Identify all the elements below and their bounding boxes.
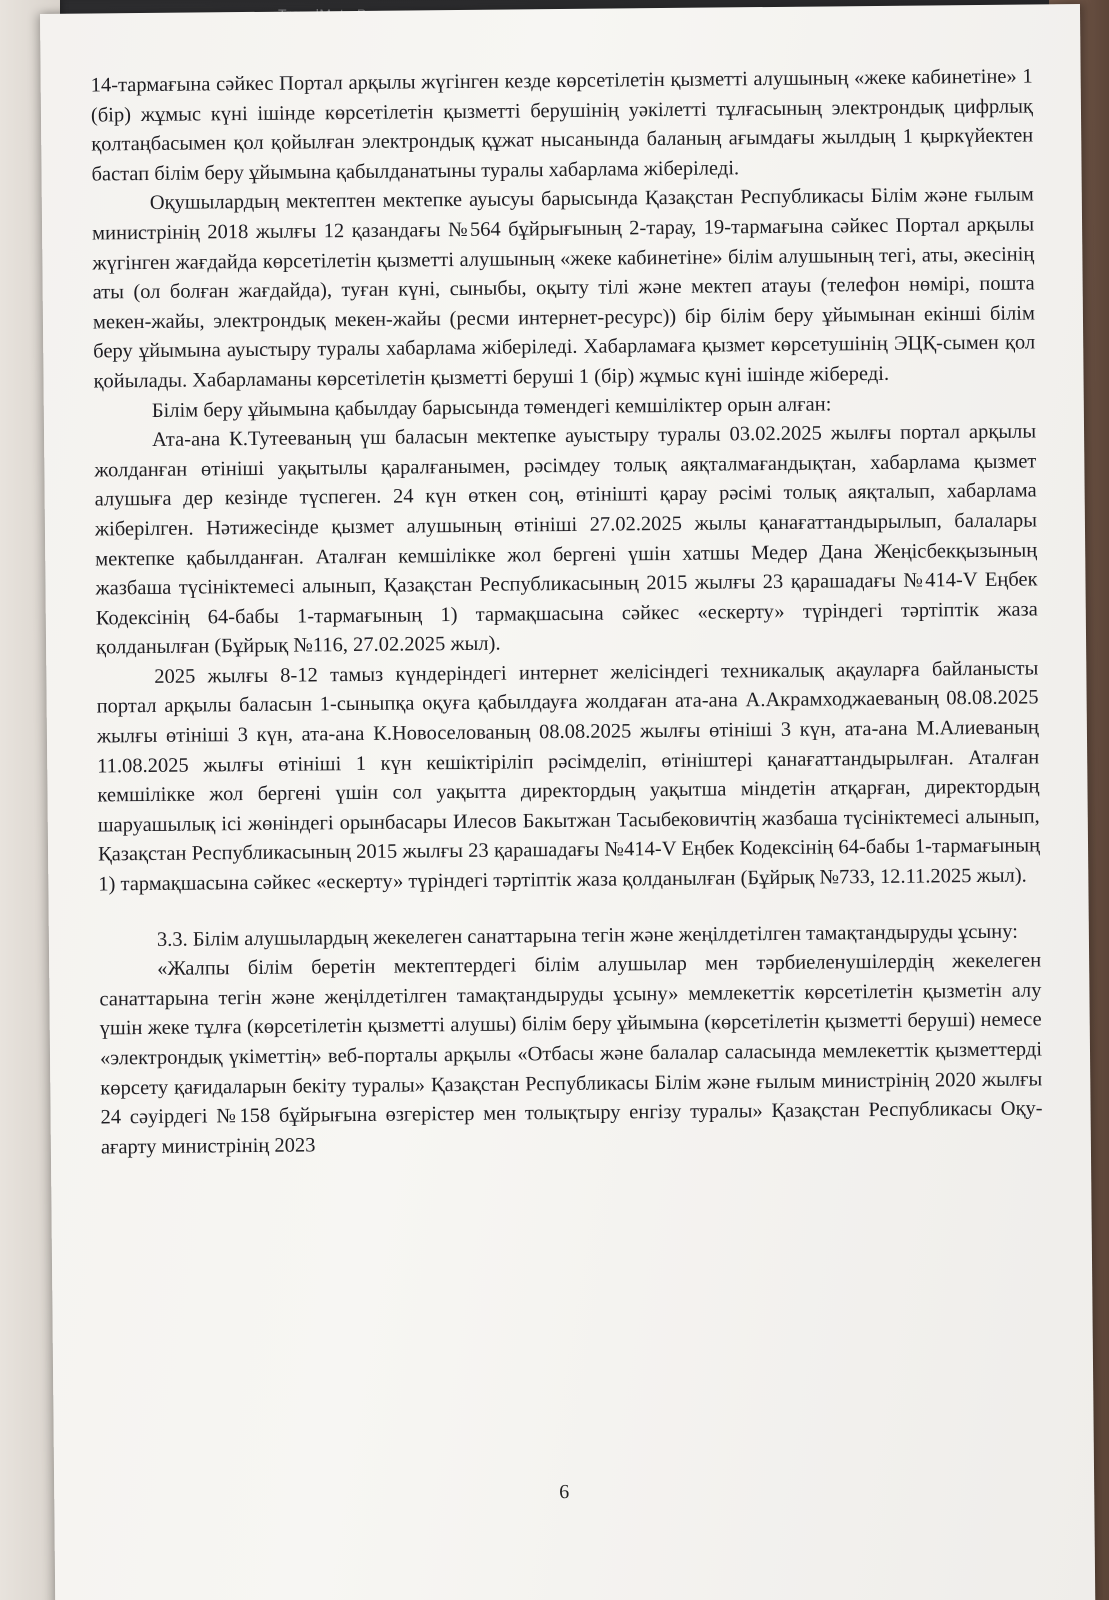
- section-heading-3-3: 3.3. Білім алушылардың жекелеген санаттарына тегін және жеңілдетілген тамақтандыруды ұсыну:: [156, 920, 1018, 951]
- paragraph-school-transfer: Оқушылардың мектептен мектепке ауысуы барысында Қазақстан Республикасы Білім және ғылым министрінің 2018 жылғы 12 қазандағы №564 бұйрығының 2-тарау, 19-тармағына сәйкес Портал арқылы жүгінген жағдайда көрсетілетін қызметті алушының «жеке кабинетіне» білім алушының тегі, аты, әкесінің аты (ол болған жағдайда), туған күні, сыныбы, оқыту тілі және мектеп атауы (телефон нөмірі, пошта мекен-жайы, электрондық мекен-жайы (ресми интернет-ресурс)) бір білім беру ұйымынан екінші білім беру ұйымына ауыстыру туралы хабарлама жіберіледі. Хабарламаға қызмет көрсетушінің ЭЦҚ-сымен қол қойылады. Хабарламаны көрсетілетін қызметті беруші 1 (бір) жұмыс күні ішінде жібереді.: [92, 183, 1036, 393]
- document-page: [40, 4, 1095, 1600]
- document-body: [91, 62, 1043, 1162]
- paragraph-free-meals: «Жалпы білім беретін мектептердегі білім алушылар мен тәрбиеленушілердің жекелеген санаттарына тегін және жеңілдетілген тамақтандыруды ұсыну» мемлекеттік көрсетілетін қызметін алу үшін жеке тұлға (көрсетілетін қызметті алушы) білім беру ұйымына (көрсетілетін қызметті беруші) немесе «электрондық үкіметтің» веб-порталы арқылы «Отбасы және балалар саласында мемлекеттік қызметтерді көрсету қағидаларын бекіту туралы» Қазақстан Республикасы Білім және ғылым министрінің 2020 жылғы 24 сәуірдегі №158 бұйрығына өзгерістер мен толықтыру енгізу туралы» Қазақстан Республикасы Оқу-ағарту министрінің 2023: [99, 949, 1043, 1159]
- paragraph-tuteeva-case: Ата-ана К.Тутееваның үш баласын мектепке ауыстыру туралы 03.02.2025 жылғы портал арқылы жолданған өтініші уақытылы қаралғанымен, рәсімдеу толық аяқталмағандықтан, хабарлама қызмет алушыға дер кезінде түспеген. 24 күн өткен соң, өтінішті қарау рәсімі толық аяқталып, хабарлама жіберілген. Нәтижесінде қызмет алушының өтініші 27.02.2025 жылы қанағаттандырылып, балалары мектепке қабылданған. Аталған кемшілікке жол бергені үшін хатшы Медер Дана Жеңісбекқызының жазбаша түсініктемесі алынып, Қазақстан Республикасының 2015 жылғы 23 қарашадағы №414-V Еңбек Кодексінің 64-бабы 1-тармағының 1) тармақшасына сәйкес «ескерту» түріндегі тәртіптік жаза қолданылған (Бұйрық №116, 27.02.2025 жыл).: [94, 420, 1038, 659]
- paragraph-continuation: 14-тармағына сәйкес Портал арқылы жүгінген кезде көрсетілетін қызметті алушының «жеке кабинетіне» 1 (бір) жұмыс күні ішінде көрсетілетін қызметті берушінің уәкілетті тұлғасының электрондық цифрлық қолтаңбасымен қол қойылған электрондық құжат нысанында баланың ағымдағы жылдың 1 қыркүйектен бастап білім беру ұйымына қабылданатыны туралы хабарлама жіберіледі.: [90, 65, 1034, 186]
- paragraph-deficiencies-intro: Білім беру ұйымына қабылдау барысында төмендегі кемшіліктер орын алған:: [151, 392, 832, 422]
- page-number: 6: [559, 1480, 570, 1504]
- paragraph-august-delays: 2025 жылғы 8-12 тамыз күндеріндегі интернет желісіндегі техникалық ақауларға байланысты портал арқылы баласын 1-сыныпқа оқуға қабылдауға жолдаған ата-ана А.Акрамходжаеваның 08.08.2025 жылғы өтініші 3 күн, ата-ана К.Новоселованың 08.08.2025 жылғы өтініші 3 күн, ата-ана М.Алиеваның 11.08.2025 жылғы өтініші 1 күн кешіктіріліп рәсімделіп, өтініштері қанағаттандырылған. Аталған кемшілікке жол бергені үшін сол уақытта директордың уақытша міндетін атқарған, директордың шаруашылық ісі жөніндегі орынбасары Илесов Бакытжан Тасыбековичтің жазбаша түсініктемесі алынып, Қазақстан Республикасының 2015 жылғы 23 қарашадағы №414-V Еңбек Кодексінің 64-бабы 1-тармағының 1) тармақшасына сәйкес «ескерту» түріндегі тәртіптік жаза қолданылған (Бұйрық №733, 12.11.2025 жыл).: [96, 657, 1041, 896]
